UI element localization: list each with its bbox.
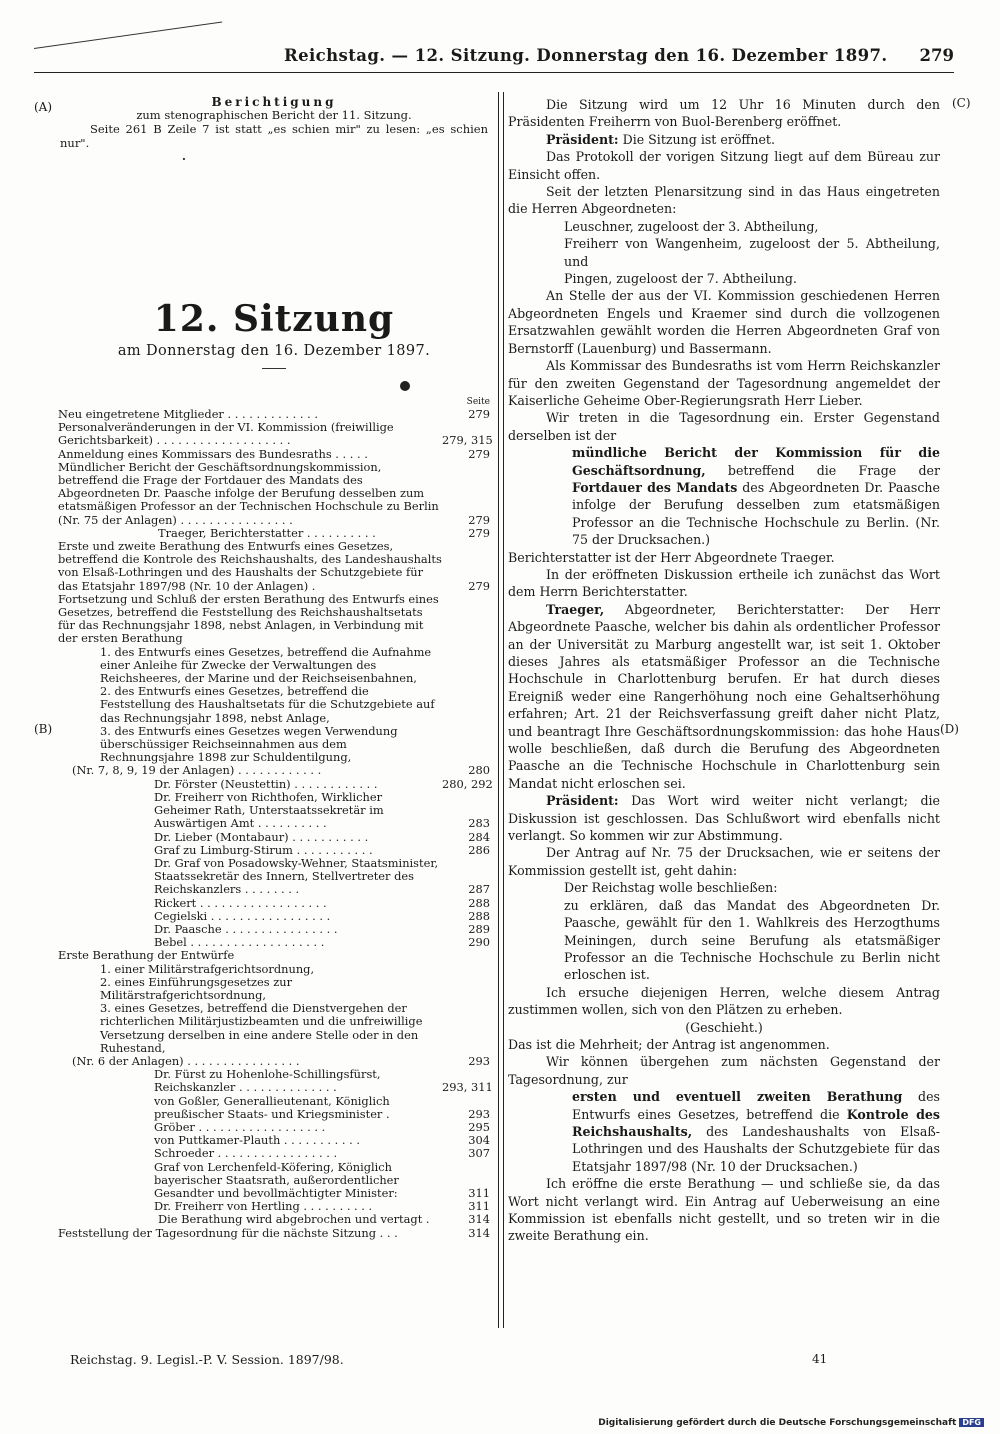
toc-entry-text: Cegielski . . . . . . . . . . . . . . . . .: [154, 908, 331, 923]
agenda-text: des Abgeordneten Dr. Paasche infolge der Berufung desselben zum etatsmäßigen Professor an die Technische Hochschule zu Berlin. (Nr. 75 der Drucksachen.): [572, 479, 940, 548]
toc-entry-page: 293: [468, 1106, 490, 1121]
paragraph: [508, 601, 940, 792]
toc-entry: [58, 1067, 493, 1095]
toc-entry-text: 1. einer Militärstrafgerichtsordnung,: [100, 961, 315, 976]
toc-entry: [58, 420, 493, 448]
title-rule: [262, 368, 286, 369]
paragraph: Wir können übergehen zum nächsten Gegenstand der Tagesordnung, zur: [508, 1054, 940, 1087]
toc-entry-page: 304: [468, 1133, 490, 1148]
speech-text: Abgeordneter, Berichterstatter: Der Herr Abgeordnete Paasche, welcher bis dahin als ordentlicher Professor an der Universität zu Marburg angestellt war, ist seit 1. Oktober dieses Jahres als etatsmäßiger Professor an die Technische Hochschule in Charlottenburg berufen. Er hat durch dieses Ereigniß weder eine Rangerhöhung noch eine Gehaltserhöhung erfahren; Art. 21 der Reichsverfassung greift daher nicht Platz, und beantragt Ihre Geschäftsordnungskommission: das hohe Haus wolle beschließen, daß durch die Berufung des Abgeordneten Paasche an die Technische Hochschule in Charlottenburg sein Mandat nicht erloschen sei.: [508, 601, 940, 791]
toc-entry: [58, 725, 490, 765]
toc-entry: [58, 646, 490, 686]
toc-entry-text: Feststellung der Tagesordnung für die nächste Sitzung . . .: [58, 1225, 398, 1240]
paragraph: In der eröffneten Diskussion ertheile ich zunächst das Wort dem Herrn Berichterstatter.: [508, 566, 940, 600]
paragraph: An Stelle der aus der VI. Kommission geschiedenen Herren Abgeordneten Engels und Kraemer sind durch die vollzogenen Ersatzwahlen gewählt worden die Herren Abgeordneten Graf von Bernstorff (Lauenburg) und Bassermann.: [508, 288, 940, 356]
toc-entry: [58, 963, 490, 976]
credit-text: Digitalisierung gefördert durch die Deutsche Forschungsgemeinschaft: [598, 1418, 957, 1428]
toc-entry: [58, 1147, 490, 1160]
correction-title: Berichtigung: [211, 95, 337, 109]
agenda-bold: Kontrole des Reichshaushalts,: [572, 1106, 941, 1139]
toc-entry-text: Anmeldung eines Kommissars des Bundesraths . . . . .: [58, 446, 368, 461]
toc-entry-text: Personalveränderungen in der VI. Kommission (freiwillige Gerichtsbarkeit) . . . . . . . . . . . . . . . . . . .: [58, 420, 394, 448]
paragraph: Ich ersuche diejenigen Herren, welche diesem Antrag zustimmen wollen, sich von den Plätzen zu erheben.: [508, 984, 940, 1018]
toc-entry-page: 286: [468, 842, 490, 857]
header-title: Reichstag. — 12. Sitzung. Donnerstag den 16. Dezember 1897.: [284, 46, 888, 65]
proceedings-column: [508, 96, 940, 1245]
motion-intro: Der Reichstag wolle beschließen:: [564, 880, 778, 896]
toc-entry-page: 290: [468, 935, 490, 950]
toc-entry-page: 279, 315: [442, 433, 493, 448]
header-ornament: [34, 22, 222, 49]
session-title: 12. Sitzung: [153, 298, 395, 340]
toc-entry: [58, 448, 490, 461]
toc-entry-text: Traeger, Berichterstatter . . . . . . . . . .: [158, 525, 376, 540]
toc-entry: [58, 685, 490, 725]
toc-entry-page: 279: [468, 446, 490, 461]
dfg-logo: DFG: [959, 1418, 984, 1427]
speaker-label: Präsident:: [546, 793, 619, 809]
paragraph: [508, 131, 940, 148]
toc-entry: [58, 897, 490, 910]
paragraph: Wir treten in die Tagesordnung ein. Erster Gegenstand derselben ist der: [508, 410, 940, 443]
toc-entry-page: 284: [468, 829, 490, 844]
paragraph: Berichterstatter ist der Herr Abgeordnete Traeger.: [508, 549, 835, 565]
speaker-label: Traeger,: [546, 601, 605, 617]
toc-entry: [58, 764, 490, 777]
stage-direction: (Geschieht.): [685, 1019, 763, 1035]
toc-entry-page: 314: [468, 1225, 490, 1240]
toc-entry: [58, 776, 493, 791]
paragraph: Ich eröffne die erste Berathung — und schließe sie, da das Wort nicht verlangt wird. Ein Antrag auf Ueberweisung an eine Kommission ist ebenfalls nicht gestellt, und so treten wir in die zweite Berathung ein.: [508, 1176, 940, 1244]
paragraph: Seit der letzten Plenarsitzung sind in das Haus eingetreten die Herren Abgeordneten:: [508, 184, 940, 217]
page-header: [34, 44, 954, 70]
margin-mark-c: (C): [952, 96, 971, 110]
toc-entry-text: Erste und zweite Berathung des Entwurfs eines Gesetzes, betreffend die Kontrole des Reichshaushalts, des Landeshaushalts von Elsaß-Lothringen und des Haushalts der Schutzgebiete für das Etatsjahr 1897/98 (Nr. 10 der Anlagen) .: [58, 539, 442, 593]
agenda-item: [508, 1088, 940, 1175]
page-number: 279: [919, 46, 954, 65]
toc-entry-page: 280: [468, 763, 490, 778]
agenda-bold: mündliche Bericht der Kommission für die Geschäftsordnung,: [572, 445, 940, 478]
toc-entry-text: Dr. Freiherr von Richthofen, Wirklicher Geheimer Rath, Unterstaatssekretär im Auswärtigen Amt . . . . . . . . . .: [154, 789, 384, 831]
toc-entry-page: 289: [468, 921, 490, 936]
toc-entry: [58, 1095, 490, 1121]
toc-entry: [58, 791, 490, 831]
toc-entry-page: 307: [468, 1146, 490, 1161]
toc-entry-page: 280, 292: [442, 776, 493, 791]
member-entry: Pingen, zugeloost der 7. Abtheilung.: [564, 271, 797, 287]
toc-entry-page: 279: [468, 512, 490, 527]
toc-entry-page: 288: [468, 908, 490, 923]
toc-entry: [58, 949, 490, 962]
toc-entry-text: von Goßler, Generallieutenant, Königlich preußischer Staats- und Kriegsminister .: [154, 1093, 390, 1121]
speech-text: Die Sitzung ist eröffnet.: [618, 131, 776, 147]
toc-entry-text: (Nr. 6 der Anlagen) . . . . . . . . . . . . . . . .: [72, 1053, 300, 1068]
toc-entry-text: Rickert . . . . . . . . . . . . . . . . . .: [154, 895, 327, 910]
toc-entry-text: 2. eines Einführungsgesetzes zur Militärstrafgerichtsordnung,: [100, 974, 293, 1002]
correction-text: Seite 261 B Zeile 7 ist statt „es schien mir" zu lesen: „es schien nur".: [60, 122, 488, 151]
table-of-contents: [58, 397, 493, 1240]
toc-entry-page: 283: [468, 816, 490, 831]
toc-entry-page: 311: [468, 1199, 490, 1214]
toc-entry: [58, 976, 490, 1002]
toc-entry-text: 2. des Entwurfs eines Gesetzes, betreffend die Feststellung des Haushaltsetats für die Schutzgebiete auf das Rechnungsjahr 1898, nebst Anlage,: [100, 684, 435, 725]
toc-entry: [58, 857, 490, 897]
toc-entry: [58, 1002, 490, 1055]
agenda-bold: ersten und eventuell zweiten Berathung: [572, 1089, 903, 1105]
session-date: am Donnerstag den 16. Dezember 1897.: [117, 343, 431, 359]
toc-entry-text: Fortsetzung und Schluß der ersten Berathung des Entwurfs eines Gesetzes, betreffend die Feststellung des Reichshaushaltsetats für das Rechnungsjahr 1898, nebst Anlagen, in Verbindung mit der ersten Berathung: [58, 591, 439, 646]
toc-entry-text: Dr. Lieber (Montabaur) . . . . . . . . . . .: [154, 829, 369, 844]
toc-entry-text: Gröber . . . . . . . . . . . . . . . . . .: [154, 1119, 326, 1134]
correction-block: [60, 96, 488, 164]
toc-entry: [58, 910, 490, 923]
speaker-label: Präsident:: [546, 131, 619, 147]
toc-entry-text: von Puttkamer-Plauth . . . . . . . . . . .: [154, 1133, 360, 1148]
digitization-credit: [598, 1418, 984, 1428]
toc-entry-page: 279: [468, 578, 490, 593]
toc-entry-text: Mündlicher Bericht der Geschäftsordnungskommission, betreffend die Frage der Fortdauer des Mandats des Abgeordneten Dr. Paasche infolge der Berufung desselben zum etatsmäßigen Professor an der Technischen Hochschule zu Berlin (Nr. 75 der Anlagen) . . . . . . . . . . . . . . . .: [58, 459, 439, 527]
paragraph: Der Antrag auf Nr. 75 der Drucksachen, wie er seitens der Kommission gestellt ist, geht dahin:: [508, 845, 940, 878]
toc-entry-page: 279: [468, 407, 490, 421]
toc-entry-text: 3. des Entwurfs eines Gesetzes wegen Verwendung überschüssiger Reichseinnahmen aus dem Rechnungsjahre 1898 zur Schuldentilgung,: [100, 723, 398, 765]
toc-entry-text: Neu eingetretene Mitglieder . . . . . . . . . . . . .: [58, 407, 319, 421]
toc-entry-text: Schroeder . . . . . . . . . . . . . . . . .: [154, 1146, 338, 1161]
ink-blot: [400, 381, 410, 391]
toc-entry-text: Dr. Förster (Neustettin) . . . . . . . . . . . .: [154, 776, 378, 791]
column-divider: [498, 92, 504, 1328]
toc-entry-page: 293: [468, 1053, 490, 1068]
margin-mark-b: (B): [34, 722, 53, 736]
toc-entry-text: Dr. Freiherr von Hertling . . . . . . . . . .: [154, 1199, 373, 1214]
toc-entry-text: 3. eines Gesetzes, betreffend die Dienstvergehen der richterlichen Militärjustizbeamten und die unfreiwillige Versetzung derselben in eine andere Stelle oder in den Ruhestand,: [100, 1001, 423, 1055]
toc-entry-text: Dr. Paasche . . . . . . . . . . . . . . . .: [154, 921, 338, 936]
paragraph: Die Sitzung wird um 12 Uhr 16 Minuten durch den Präsidenten Freiherrn von Buol-Berenberg eröffnet.: [508, 97, 940, 130]
footer-session-info: Reichstag. 9. Legisl.-P. V. Session. 1897/98.: [70, 1352, 344, 1367]
toc-entry-text: 1. des Entwurfs eines Gesetzes, betreffend die Aufnahme einer Anleihe für Zwecke der Verwaltungen des Reichsheeres, der Marine und der Reichseisenbahnen,: [100, 644, 432, 686]
correction-subtitle: zum stenographischen Bericht der 11. Sitzung.: [136, 108, 412, 123]
agenda-bold: Fortdauer des Mandats: [572, 479, 738, 495]
toc-entry-text: (Nr. 7, 8, 9, 19 der Anlagen) . . . . . . . . . . . .: [72, 763, 322, 778]
sheet-number: 41: [812, 1352, 828, 1366]
toc-entry-text: Dr. Graf von Posadowsky-Wehner, Staatsminister, Staatssekretär des Innern, Stellvertreter des Reichskanzlers . . . . . . . .: [154, 855, 439, 897]
toc-entry: [58, 1213, 490, 1226]
toc-entry-page: 311: [468, 1185, 490, 1200]
agenda-text: des Entwurfs eines Gesetzes, betreffend die: [572, 1089, 940, 1122]
motion-text: zu erklären, daß das Mandat des Abgeordneten Dr. Paasche, gewählt für den 1. Wahlkreis des Herzogthums Meiningen, durch seine Berufung als etatsmäßiger Professor an die Technische Hochschule zu Berlin nicht erloschen ist.: [564, 897, 940, 983]
paragraph: [508, 792, 940, 844]
toc-entry-page: 293, 311: [442, 1080, 493, 1095]
margin-mark-a: (A): [34, 100, 53, 114]
paragraph: Als Kommissar des Bundesraths ist vom Herrn Reichskanzler für den zweiten Gegenstand der Tagesordnung angemeldet der Kaiserliche Geheime Ober-Regierungsrath Herr Lieber.: [508, 358, 940, 408]
toc-entry: [58, 461, 490, 527]
header-rule: [34, 72, 954, 73]
agenda-item: [508, 444, 940, 548]
toc-entry: [58, 593, 490, 646]
toc-entry: [58, 1161, 490, 1201]
toc-page-header: Seite: [466, 397, 490, 407]
toc-entry: [58, 831, 490, 844]
toc-entry-text: Graf zu Limburg-Stirum . . . . . . . . . . .: [154, 842, 373, 857]
toc-entry-text: Graf von Lerchenfeld-Köfering, Königlich bayerischer Staatsrath, außerordentlicher Gesandter und bevollmächtigter Minister:: [154, 1159, 399, 1200]
toc-entry-text: Die Berathung wird abgebrochen und vertagt .: [158, 1212, 430, 1227]
margin-mark-d: (D): [940, 722, 959, 736]
toc-rows: [58, 407, 493, 1240]
toc-entry-page: 287: [468, 882, 490, 897]
toc-entry-page: 314: [468, 1212, 490, 1227]
member-entry: Leuschner, zugeloost der 3. Abtheilung,: [564, 218, 819, 234]
toc-entry: [58, 844, 490, 857]
toc-entry-text: Dr. Fürst zu Hohenlohe-Schillingsfürst, Reichskanzler . . . . . . . . . . . . . .: [154, 1067, 381, 1095]
paragraph: Das ist die Mehrheit; der Antrag ist angenommen.: [508, 1036, 830, 1052]
correction-mark: .: [182, 149, 186, 164]
speech-text: Das Wort wird weiter nicht verlangt; die Diskussion ist geschlossen. Das Schlußwort wird ebenfalls nicht verlangt. So kommen wir zur Abstimmung.: [508, 793, 940, 844]
agenda-text: des Landeshaushalts von Elsaß-Lothringen und des Haushalts der Schutzgebiete für das Etatsjahr 1897/98 (Nr. 10 der Drucksachen.): [572, 1123, 940, 1174]
member-entry: Freiherr von Wangenheim, zugeloost der 5. Abtheilung, und: [564, 236, 940, 269]
toc-entry-page: 295: [468, 1119, 490, 1134]
agenda-text: betreffend die Frage der: [705, 462, 940, 478]
toc-entry-text: Erste Berathung der Entwürfe: [58, 948, 235, 963]
toc-entry-page: 288: [468, 895, 490, 910]
toc-entry-text: Bebel . . . . . . . . . . . . . . . . . . .: [154, 935, 325, 950]
toc-entry: [58, 540, 490, 593]
toc-entry-page: 279: [468, 525, 490, 540]
paragraph: Das Protokoll der vorigen Sitzung liegt auf dem Büreau zur Einsicht offen.: [508, 149, 940, 182]
toc-entry: [58, 1227, 490, 1240]
